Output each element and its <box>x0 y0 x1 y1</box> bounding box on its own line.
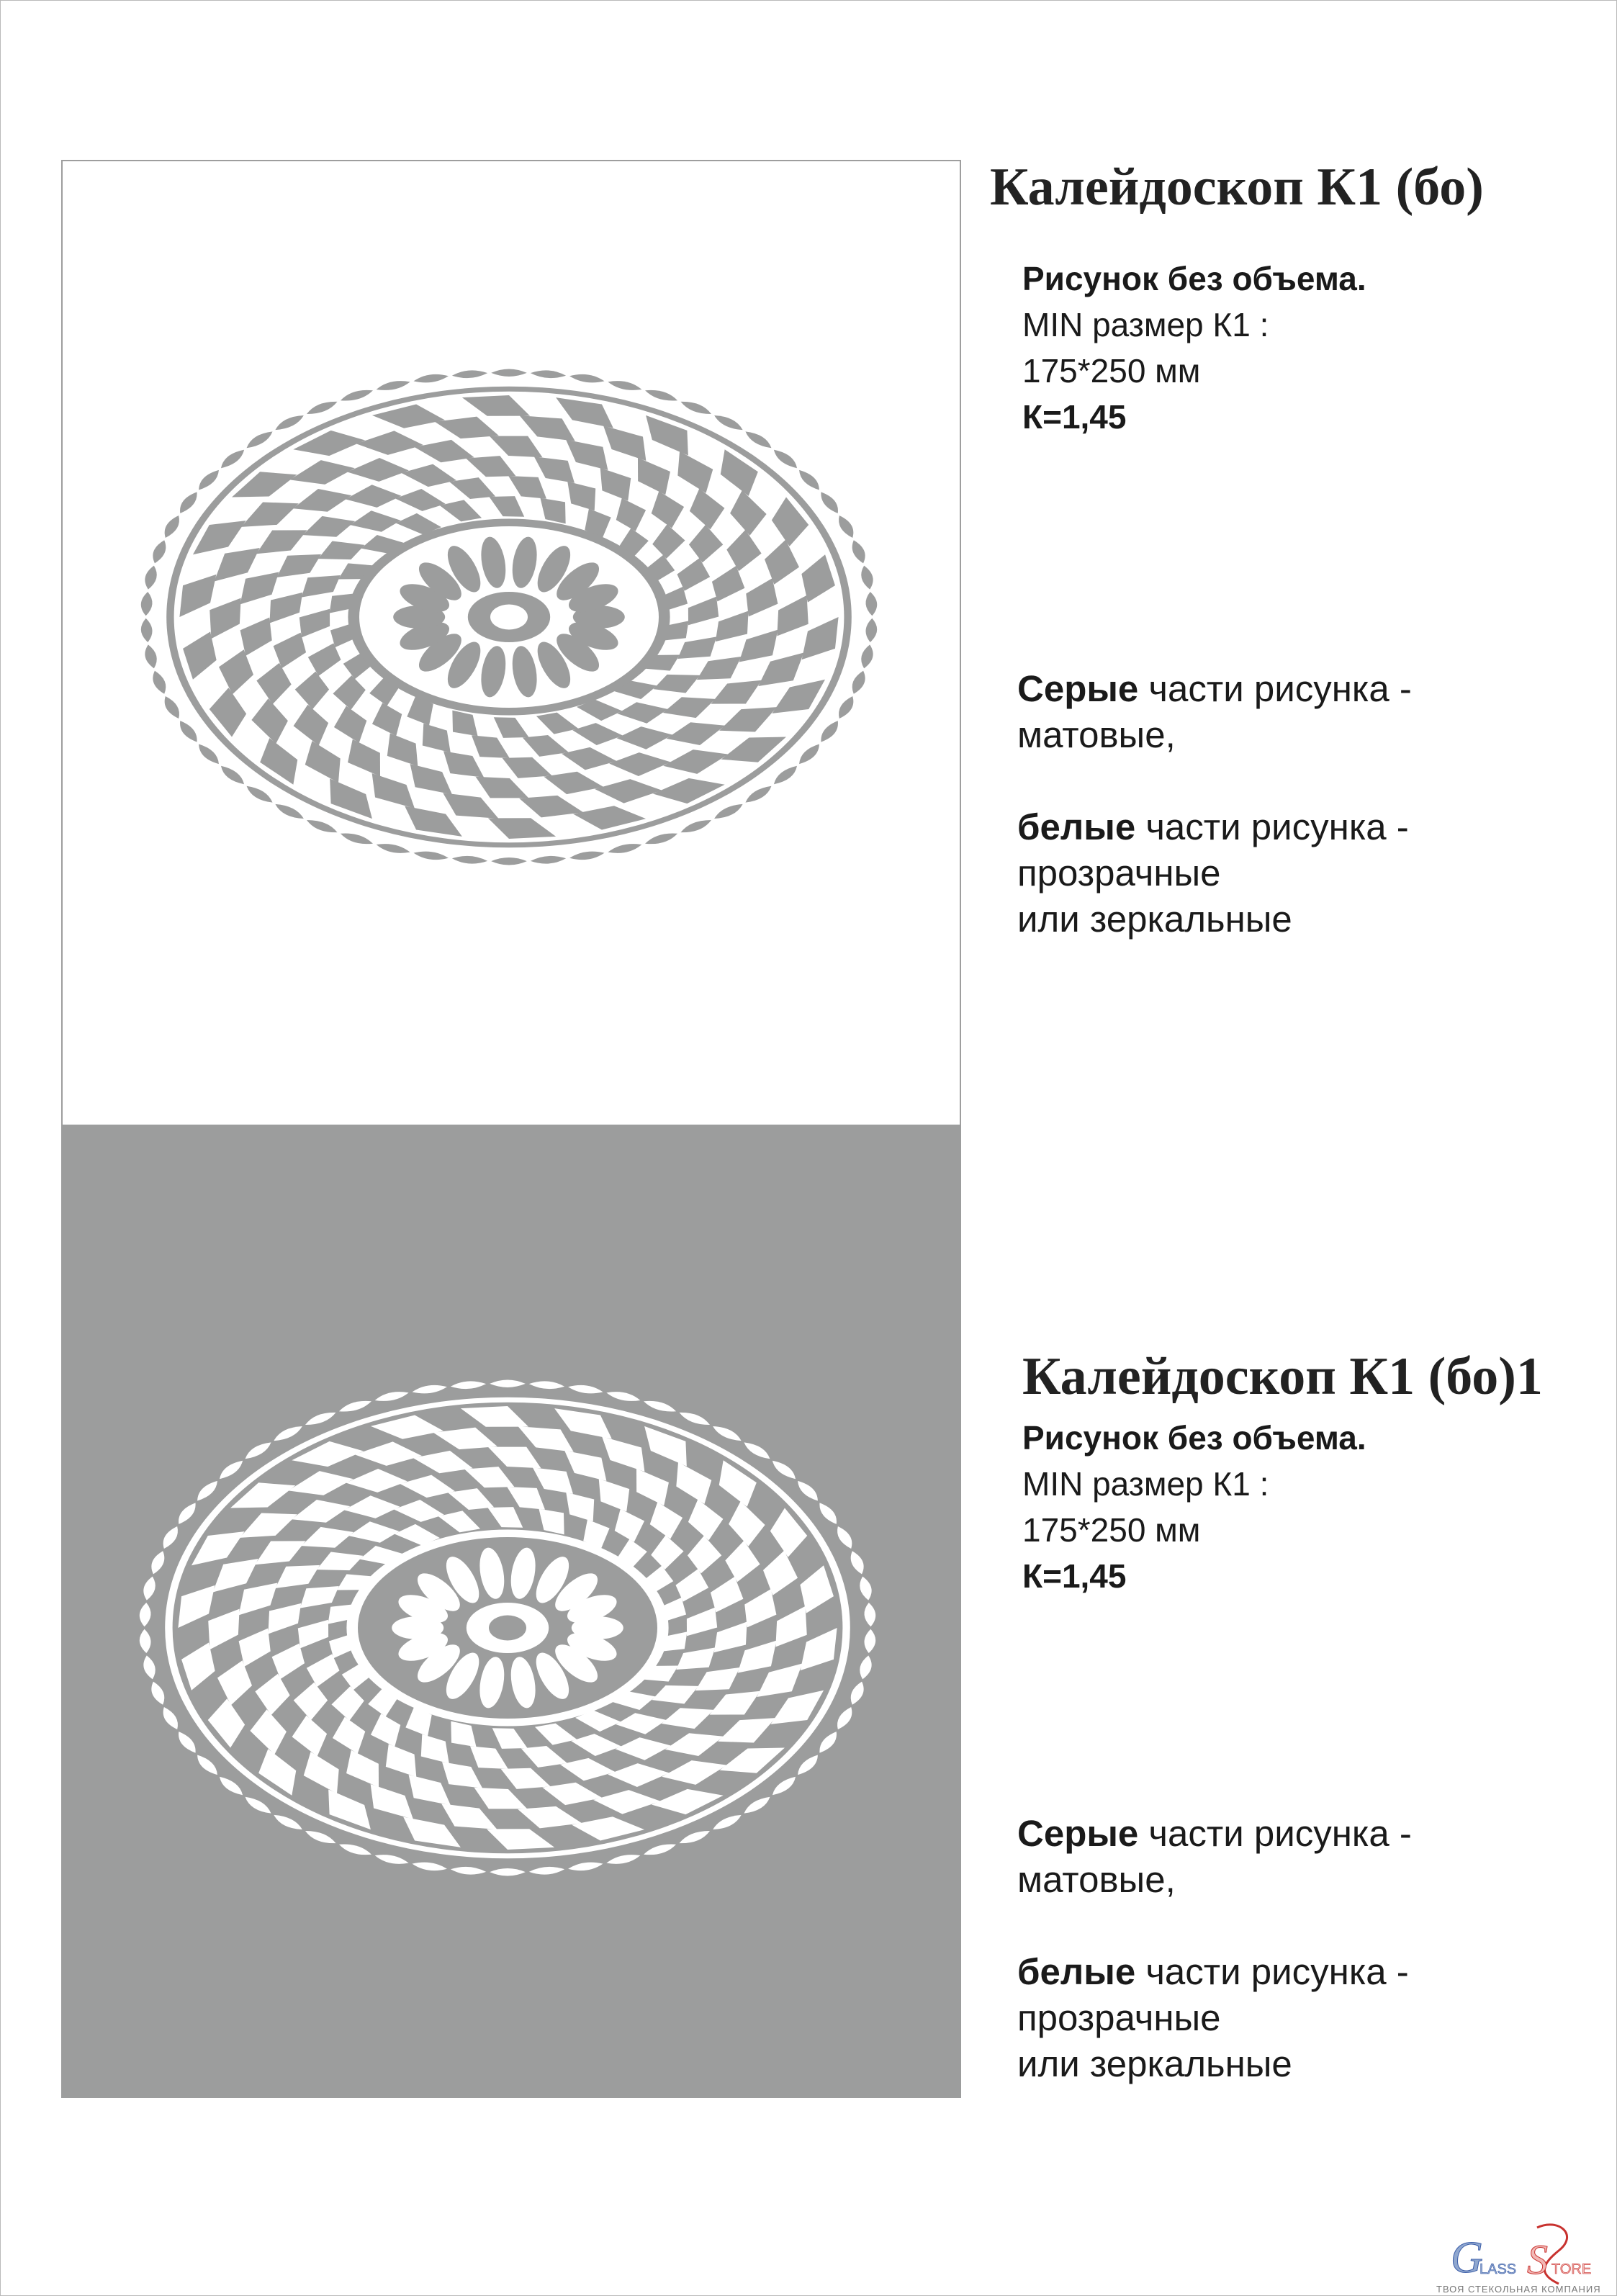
min-size-label: MIN размер К1 : <box>1022 306 1269 343</box>
gray-rest: части рисунка - <box>1138 1813 1412 1854</box>
coefficient: К=1,45 <box>1022 1557 1127 1595</box>
white-rest: части рисунка - <box>1135 806 1409 847</box>
white-line2: прозрачные <box>1017 1997 1221 2038</box>
logo-tagline: ТВОЯ СТЕКОЛЬНАЯ КОМПАНИЯ <box>1436 2284 1601 2295</box>
white-line3: или зеркальные <box>1017 2043 1292 2084</box>
kaleidoscope-pattern-matte <box>63 161 963 1126</box>
logo-letter-s: S <box>1527 2236 1548 2283</box>
subtitle: Рисунок без объема. <box>1022 1419 1366 1457</box>
white-lead: белые <box>1017 1951 1136 1992</box>
min-size-label: MIN размер К1 : <box>1022 1465 1269 1503</box>
logo-letter-g: G <box>1451 2233 1483 2282</box>
gray-lead: Серые <box>1017 668 1139 709</box>
section-title: Калейдоскоп К1 (бо) <box>990 158 1484 217</box>
gray-lead: Серые <box>1017 1813 1139 1854</box>
pattern-panel-matte <box>61 160 961 1125</box>
glass-store-logo <box>1451 2222 1595 2294</box>
logo-word-lass: LASS <box>1479 2261 1517 2277</box>
coefficient: К=1,45 <box>1022 398 1127 436</box>
size-value: 175*250 мм <box>1022 352 1201 390</box>
size-value: 175*250 мм <box>1022 1511 1201 1549</box>
logo-word-tore: TORE <box>1551 2261 1592 2277</box>
pattern-panel-inverted <box>61 1125 961 2098</box>
white-rest: части рисунка - <box>1135 1951 1409 1992</box>
gray-rest: части рисунка - <box>1138 668 1412 709</box>
section-info <box>1022 1415 1366 1599</box>
subtitle: Рисунок без объема. <box>1022 260 1366 297</box>
gray-line2: матовые, <box>1017 714 1176 755</box>
white-lead: белые <box>1017 806 1136 847</box>
section-info <box>1022 256 1366 440</box>
white-line2: прозрачные <box>1017 852 1221 893</box>
kaleidoscope-pattern-inverted <box>61 1125 961 2098</box>
white-line3: или зеркальные <box>1017 899 1292 940</box>
gray-line2: матовые, <box>1017 1859 1176 1900</box>
section-description <box>1017 666 1412 942</box>
section-title: Калейдоскоп К1 (бо)1 <box>1022 1347 1543 1406</box>
section-description <box>1017 1811 1412 2087</box>
